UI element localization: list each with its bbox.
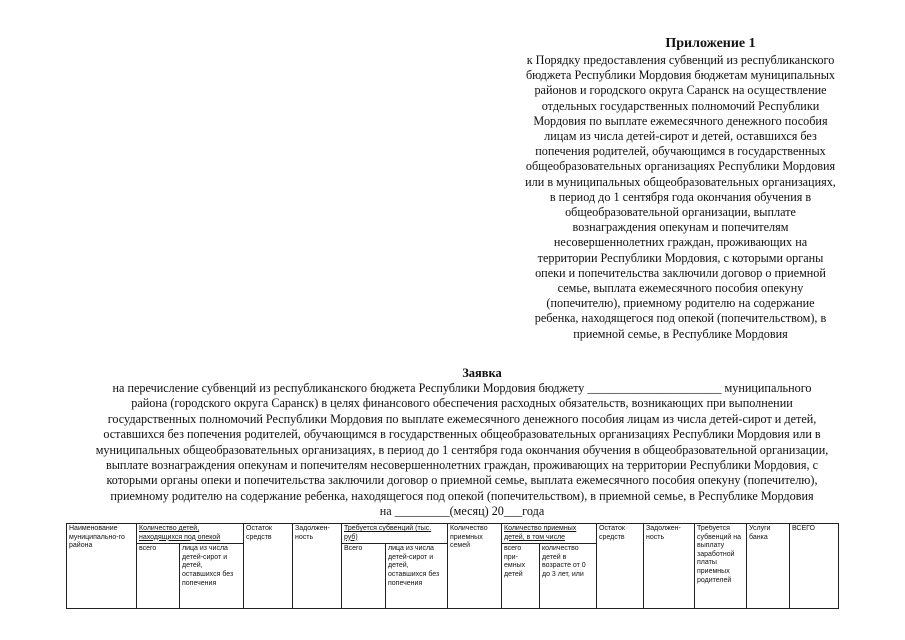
request-title: Заявка xyxy=(462,366,502,380)
request-line: муниципальных общеобразовательных организациях, в период до 1 сентября года окончания обучения в общеобразовательной организации, xyxy=(95,442,829,457)
annex-line: семье, выплата ежемесячного пособия опекуну xyxy=(557,281,804,296)
orphans-text-2: лица из числа детей-сирот и детей, оставшихся без попечения xyxy=(388,545,440,587)
subheader-age-group xyxy=(540,544,597,609)
annex-line: вознаграждения опекунам и попечителям xyxy=(572,220,789,235)
annex-line: опеки и попечительства заключили договор о приемной xyxy=(535,265,826,280)
annex-line: территории Республики Мордовия, с которыми органы xyxy=(537,250,824,265)
subheader-orphans xyxy=(180,544,244,609)
subheader-total: всего xyxy=(137,544,180,609)
annex-line: лицам из числа детей-сирот и детей, оставшихся без xyxy=(544,129,817,144)
header-bank-services: Услуги банка xyxy=(747,524,790,609)
annex-line: общеобразовательной организации, выплате xyxy=(565,205,796,220)
header-required-subsidy: Требуется субвенций (тыс. руб) xyxy=(342,524,448,544)
subsidy-request-table xyxy=(66,523,839,609)
annex-line: общеобразовательных организациях Республики Мордовия xyxy=(525,159,836,174)
subheader-total-foster: всего при-емных детей xyxy=(502,544,540,609)
annex-line: к Порядку предоставления субвенций из республиканского xyxy=(526,53,835,67)
annex-line: Мордовия по выплате ежемесячного денежного пособия xyxy=(533,113,828,128)
request-line: района (городского округа Саранск) в целях финансового обеспечения расходных обязательств, возникающих при выполнении xyxy=(131,396,793,411)
request-line: которыми органы опеки и попечительства заключили договор о приемной семье, выплата ежемесячного пособия опекуну (попечителю), xyxy=(106,473,818,488)
annex-line: попечения родителей, обучающимся в государственных xyxy=(535,144,826,159)
request-block xyxy=(72,366,852,520)
annex-line: бюджета Республики Мордовия бюджетам муниципальных xyxy=(525,68,836,83)
annex-block xyxy=(508,36,853,342)
header-total: ВСЕГО xyxy=(790,524,839,609)
header-foster-children: Количество приемных детей, в том числе xyxy=(502,524,597,544)
annex-line: или в муниципальных общеобразовательных организациях, xyxy=(525,174,836,189)
annex-line: приемной семье, в Республике Мордовия xyxy=(573,326,788,341)
request-line: оставшихся без попечения родителей, обучающимся в государственных общеобразовательных организациях Республики Мордовия или в xyxy=(103,427,821,442)
annex-line: отдельных государственных полномочий Республики xyxy=(541,98,820,113)
request-line: государственных полномочий Республики Мордовия по выплате ежемесячного денежного пособия лицам из числа детей-сирот и детей, xyxy=(107,411,817,426)
salary-subsidy-text: Требуется субвенций на выплату заработной платы приемных родителей xyxy=(697,525,742,584)
request-line: на _________(месяц) 20___года xyxy=(379,504,545,519)
annex-line: ребенка, находящегося под опекой (попечительством), в xyxy=(534,311,827,326)
orphans-text: лица из числа детей-сирот и детей, оставшихся без попечения xyxy=(182,545,234,587)
annex-title: Приложение 1 xyxy=(665,36,756,51)
header-salary-subsidy xyxy=(695,524,747,609)
request-line: на перечисление субвенций из республиканского бюджета Республики Мордовия бюджету ______________________ муниципального xyxy=(112,381,812,395)
header-foster-families: Количество приемных семей xyxy=(448,524,502,609)
annex-line: в период до 1 сентября года окончания обучения в xyxy=(549,189,812,204)
request-line: выплате вознаграждения опекунам и попечителям несовершеннолетних граждан, проживающих на территории Республики Мордовия, с xyxy=(105,458,818,473)
header-balance-2: Остаток средств xyxy=(597,524,644,609)
annex-line: несовершеннолетних граждан, проживающих на xyxy=(553,235,808,250)
subheader-total-2: Всего xyxy=(342,544,386,609)
age-group-text: количество детей в возрасте от 0 до 3 лет, или xyxy=(542,545,586,578)
request-line: приемному родителю на содержание ребенка, находящегося под опекой (попечительством), в приемной семье, в Республике Мордовия xyxy=(110,488,814,503)
header-balance: Остаток средств xyxy=(244,524,293,609)
annex-line: (попечителю), приемному родителю на содержание xyxy=(546,296,815,311)
header-debt: Задолжен-ность xyxy=(293,524,342,609)
header-debt-2: Задолжен-ность xyxy=(644,524,695,609)
annex-line: районов и городского округа Саранск на осуществление xyxy=(534,83,827,98)
subheader-orphans-2 xyxy=(386,544,448,609)
header-municipality: Наименование муниципально-го района xyxy=(67,524,137,609)
header-children-count: Количество детей, находящихся под опекой xyxy=(137,524,244,544)
